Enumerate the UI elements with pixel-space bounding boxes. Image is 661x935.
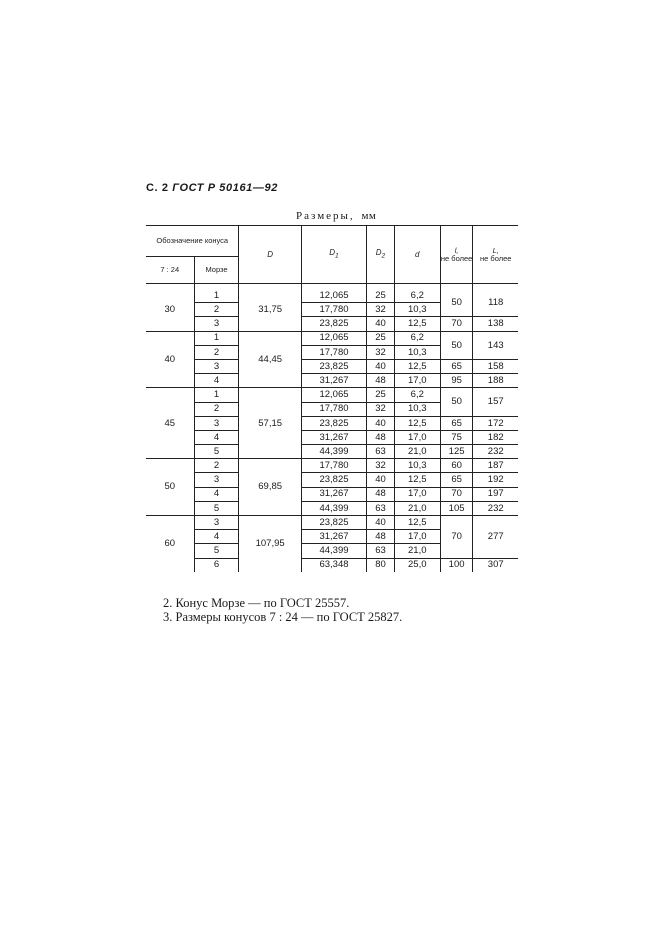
header-d-small: d (394, 226, 440, 284)
cell-morse: 3 (194, 473, 239, 487)
header-l-small: l, не более (440, 226, 473, 284)
cell-l-small: 65 (440, 416, 473, 430)
cell-d1: 23,825 (301, 516, 366, 530)
table-row (146, 501, 518, 515)
table-row (146, 374, 518, 388)
caption-unit: мм (361, 210, 377, 222)
note-morse: 2. Конус Морзе — по ГОСТ 25557. (163, 596, 350, 610)
cell-d-small: 12,5 (394, 473, 440, 487)
cell-l-big: 143 (473, 331, 518, 359)
cell-l-small: 125 (440, 445, 473, 459)
cell-d2: 48 (367, 530, 395, 544)
cell-d-small: 17,0 (394, 374, 440, 388)
cell-morse: 1 (194, 289, 239, 303)
cell-d-big: 44,45 (239, 331, 301, 388)
cell-morse: 4 (194, 530, 239, 544)
cell-d2: 25 (367, 289, 395, 303)
cell-d1: 23,825 (301, 473, 366, 487)
header-d1: $D_1$ (301, 226, 366, 284)
cell-d-small: 25,0 (394, 558, 440, 572)
cell-l-small: 65 (440, 359, 473, 373)
cell-morse: 3 (194, 416, 239, 430)
cell-l-big: 138 (473, 317, 518, 331)
header-d2: $D_2$ (367, 226, 395, 284)
cell-d1: 12,065 (301, 331, 366, 345)
cell-d2: 48 (367, 430, 395, 444)
cell-l-small: 50 (440, 388, 473, 416)
cell-d-small: 21,0 (394, 501, 440, 515)
cell-l-big: 188 (473, 374, 518, 388)
header-l-big: L, не более (473, 226, 518, 284)
note-724: 3. Размеры конусов 7 : 24 — по ГОСТ 25827. (163, 610, 403, 624)
cell-l-big: 172 (473, 416, 518, 430)
cell-l-big: 277 (473, 516, 518, 559)
cell-morse: 5 (194, 501, 239, 515)
cell-d-small: 12,5 (394, 359, 440, 373)
cell-morse: 2 (194, 459, 239, 473)
cell-d-small: 6,2 (394, 331, 440, 345)
cell-d1: 63,348 (301, 558, 366, 572)
cell-l-big: 307 (473, 558, 518, 572)
cell-d1: 12,065 (301, 289, 366, 303)
cell-d-small: 10,3 (394, 402, 440, 416)
table-row (146, 388, 518, 402)
table-body (146, 289, 518, 572)
cell-d-small: 17,0 (394, 487, 440, 501)
cell-d2: 25 (367, 331, 395, 345)
cell-morse: 4 (194, 487, 239, 501)
dimensions-table (146, 225, 518, 572)
cell-l-big: 232 (473, 445, 518, 459)
table-row (146, 516, 518, 530)
cell-morse: 1 (194, 331, 239, 345)
cell-d-small: 17,0 (394, 430, 440, 444)
cell-l-big: 182 (473, 430, 518, 444)
cell-morse: 4 (194, 430, 239, 444)
page-number: С. 2 (146, 182, 169, 194)
cell-morse: 6 (194, 558, 239, 572)
cell-morse: 1 (194, 388, 239, 402)
cell-d-big: 57,15 (239, 388, 301, 459)
cell-d-small: 10,3 (394, 345, 440, 359)
cell-l-small: 60 (440, 459, 473, 473)
cell-l-big: 158 (473, 359, 518, 373)
cell-d2: 80 (367, 558, 395, 572)
cell-d1: 31,267 (301, 530, 366, 544)
cell-d-big: 31,75 (239, 289, 301, 331)
cell-d1: 23,825 (301, 359, 366, 373)
cell-d1: 17,780 (301, 459, 366, 473)
cell-d-small: 6,2 (394, 388, 440, 402)
cell-morse: 4 (194, 374, 239, 388)
cell-l-small: 65 (440, 473, 473, 487)
cell-cone-724: 30 (146, 289, 194, 331)
header-724: 7 : 24 (160, 265, 180, 275)
cell-d-big: 107,95 (239, 516, 301, 572)
cell-l-small: 70 (440, 317, 473, 331)
standard-number: ГОСТ Р 50161—92 (172, 182, 278, 194)
table-row (146, 558, 518, 572)
table-row (146, 359, 518, 373)
table-row (146, 416, 518, 430)
cell-d-small: 10,3 (394, 303, 440, 317)
cell-l-small: 105 (440, 501, 473, 515)
header-cone-designation: Обозначение конуса (146, 226, 239, 257)
cell-morse: 3 (194, 317, 239, 331)
cell-d2: 40 (367, 359, 395, 373)
cell-d2: 32 (367, 303, 395, 317)
cell-d-small: 21,0 (394, 445, 440, 459)
cell-cone-724: 45 (146, 388, 194, 459)
cell-d-small: 12,5 (394, 416, 440, 430)
cell-d2: 32 (367, 402, 395, 416)
header-d-big: D (239, 226, 301, 284)
cell-d-small: 6,2 (394, 289, 440, 303)
cell-d2: 63 (367, 544, 395, 558)
cell-l-small: 95 (440, 374, 473, 388)
cell-d-small: 17,0 (394, 530, 440, 544)
cell-morse: 2 (194, 303, 239, 317)
cell-morse: 3 (194, 359, 239, 373)
cell-d-small: 12,5 (394, 516, 440, 530)
cell-l-big: 157 (473, 388, 518, 416)
cell-morse: 3 (194, 516, 239, 530)
cell-l-small: 100 (440, 558, 473, 572)
cell-morse: 5 (194, 544, 239, 558)
cell-cone-724: 60 (146, 516, 194, 572)
cell-l-big: 232 (473, 501, 518, 515)
cell-d2: 63 (367, 501, 395, 515)
cell-d2: 40 (367, 473, 395, 487)
cell-morse: 2 (194, 402, 239, 416)
caption-text: Размеры, (296, 210, 355, 222)
cell-l-small: 50 (440, 289, 473, 317)
cell-d-big: 69,85 (239, 459, 301, 516)
table-row (146, 289, 518, 303)
cell-d2: 32 (367, 459, 395, 473)
cell-d1: 17,780 (301, 402, 366, 416)
cell-l-big: 197 (473, 487, 518, 501)
table-row (146, 430, 518, 444)
page-header (146, 182, 278, 194)
cell-d2: 48 (367, 487, 395, 501)
cell-l-big: 187 (473, 459, 518, 473)
cell-cone-724: 40 (146, 331, 194, 388)
notes (163, 596, 402, 624)
cell-d1: 44,399 (301, 544, 366, 558)
cell-d1: 31,267 (301, 430, 366, 444)
cell-d2: 48 (367, 374, 395, 388)
table-row (146, 459, 518, 473)
cell-d1: 17,780 (301, 345, 366, 359)
cell-l-small: 70 (440, 516, 473, 559)
cell-d-small: 12,5 (394, 317, 440, 331)
cell-d1: 17,780 (301, 303, 366, 317)
cell-d-small: 10,3 (394, 459, 440, 473)
cell-d2: 63 (367, 445, 395, 459)
cell-l-big: 118 (473, 289, 518, 317)
cell-d2: 40 (367, 516, 395, 530)
cell-d1: 31,267 (301, 374, 366, 388)
cell-d1: 31,267 (301, 487, 366, 501)
cell-l-small: 50 (440, 331, 473, 359)
cell-morse: 5 (194, 445, 239, 459)
cell-d2: 40 (367, 416, 395, 430)
cell-l-small: 70 (440, 487, 473, 501)
table-row (146, 487, 518, 501)
cell-d2: 25 (367, 388, 395, 402)
cell-d-small: 21,0 (394, 544, 440, 558)
table-row (146, 445, 518, 459)
cell-d1: 44,399 (301, 501, 366, 515)
table-row (146, 331, 518, 345)
cell-d1: 23,825 (301, 416, 366, 430)
cell-d2: 40 (367, 317, 395, 331)
cell-morse: 2 (194, 345, 239, 359)
cell-d2: 32 (367, 345, 395, 359)
cell-l-big: 192 (473, 473, 518, 487)
cell-d1: 23,825 (301, 317, 366, 331)
header-morse: Морзе (194, 257, 239, 284)
table-caption (296, 210, 376, 222)
cell-d1: 44,399 (301, 445, 366, 459)
table-row (146, 317, 518, 331)
cell-l-small: 75 (440, 430, 473, 444)
table-row (146, 473, 518, 487)
cell-cone-724: 50 (146, 459, 194, 516)
cell-d1: 12,065 (301, 388, 366, 402)
